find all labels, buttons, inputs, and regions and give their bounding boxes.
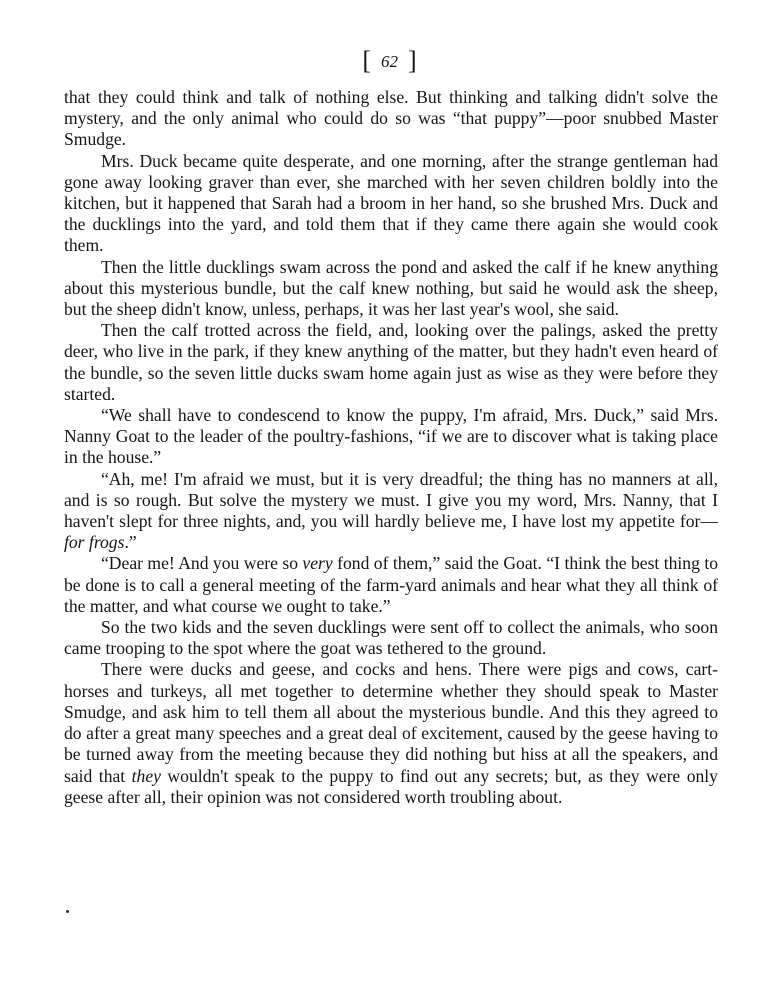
italic-emphasis: very: [302, 553, 333, 574]
paragraph-meeting-held: [64, 659, 718, 807]
ink-speck: [66, 910, 69, 913]
paragraph-mrs-duck-desperate: Mrs. Duck became quite desperate, and one morning, after the strange gentleman had gone away looking graver than ever, she marched with her seven children boldly into the kitchen, but it happened that Sarah had a broom in her hand, so she brushed Mrs. Duck and the ducklings into the yard, and told them that if they came there again she would cook them.: [64, 150, 718, 256]
paragraph-text-segment: “Dear me! And you were so: [101, 553, 303, 574]
paragraph-animals-collected: So the two kids and the seven ducklings were sent off to collect the animals, who soon came trooping to the spot where the goat was tethered to the ground.: [64, 617, 718, 659]
page-number-value: 62: [381, 52, 398, 71]
paragraph-mrs-duck-reply: [64, 469, 718, 554]
page-number-bracket-left: [: [362, 46, 371, 75]
paragraph-continued: that they could think and talk of nothing else. But thinking and talking didn't solve the mystery, and the only animal who could do so was “that puppy”—poor snubbed Master Smudge.: [64, 87, 718, 150]
page-number-bracket-right: ]: [408, 46, 417, 75]
body-text: [64, 87, 718, 808]
paragraph-text-segment: “Ah, me! I'm afraid we must, but it is very dreadful; the thing has no manners at all, and is so rough. But solve the mystery we must. I give you my word, Mrs. Nanny, that I haven't slept for three nights, and, you will hardly believe me, I have lost my appetite for—: [64, 468, 718, 532]
paragraph-calf-asks-deer: Then the calf trotted across the field, and, looking over the palings, asked the pretty deer, who live in the park, if they knew anything of the matter, but they hadn't even heard of the bundle, so the seven little ducks swam home again just as wise as they were before they started.: [64, 320, 718, 404]
italic-emphasis: they: [131, 765, 161, 786]
paragraph-ducklings-ask-calf: Then the little ducklings swam across the pond and asked the calf if he knew anything about this mysterious bundle, but the calf knew nothing, but said he would ask the sheep, but the sheep didn't know, unless, perhaps, it was her last year's wool, she said.: [64, 256, 718, 320]
page-number: [0, 46, 779, 76]
paragraph-text-segment: .”: [124, 532, 137, 553]
paragraph-text-segment: wouldn't speak to the puppy to find out any secrets; but, as they were only geese after all, their opinion was not considered worth troubling about.: [64, 765, 718, 807]
paragraph-text-segment: fond of them,” said the Goat. “I think the best thing to be done is to call a general meeting of the farm-yard animals and hear what they all think of the matter, and what course we ought to take.”: [64, 553, 719, 616]
paragraph-goat-proposes-meeting: [64, 553, 718, 617]
paragraph-text-segment: There were ducks and geese, and cocks and hens. There were pigs and cows, cart-horses and turkeys, all met together to determine whether they should speak to Master Smudge, and ask him to tell them all about the mysterious bundle. And this they agreed to do after a great many speeches and a great deal of excitement, caused by the geese having to be turned away from the meeting because they did nothing but hiss at all the speakers, and said that: [64, 659, 718, 786]
italic-emphasis: for frogs: [64, 532, 125, 553]
paragraph-nanny-goat-speaks: “We shall have to condescend to know the puppy, I'm afraid, Mrs. Duck,” said Mrs. Nanny Goat to the leader of the poultry-fashions, “if we are to discover what is taking place in the house.”: [64, 405, 718, 468]
